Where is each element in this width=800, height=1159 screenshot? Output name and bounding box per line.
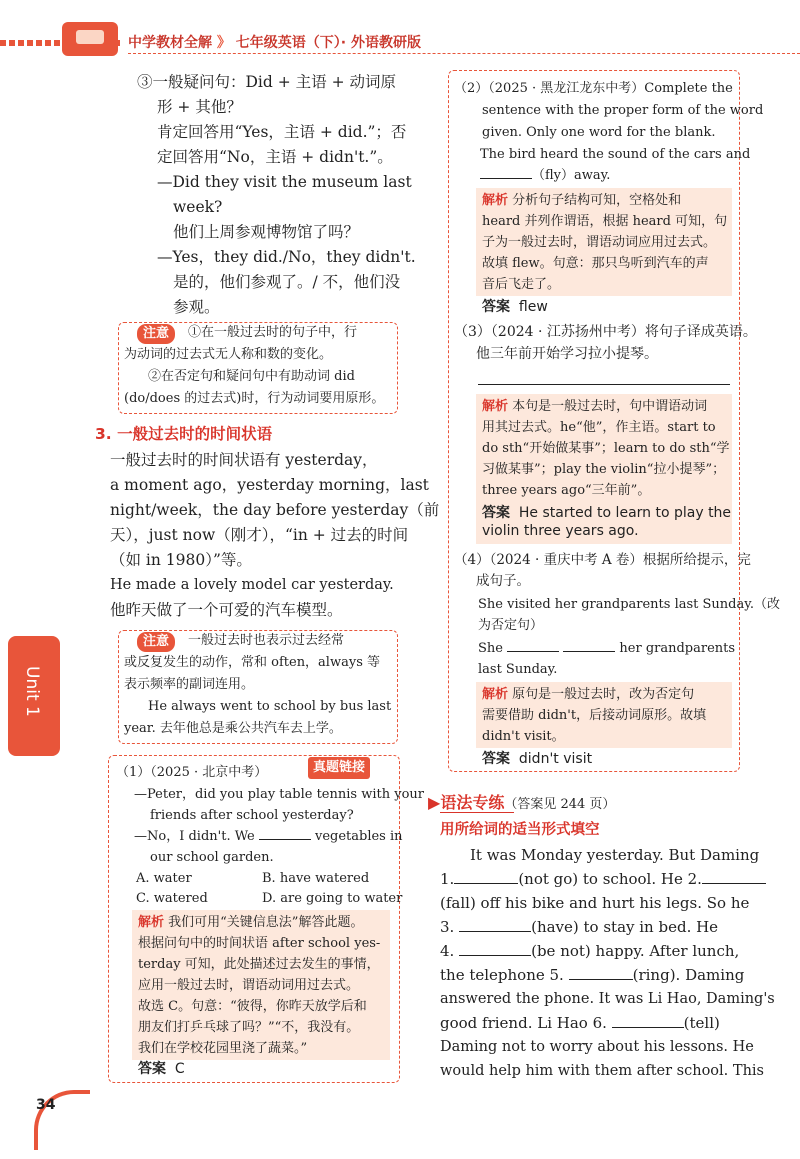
passage-line: 4. (be not) happy. After lunch, [440, 942, 740, 960]
analysis-line: 应用一般过去时，谓语动词用过去式。 [138, 978, 360, 993]
option-b: B. have watered [262, 871, 370, 886]
sec3-line: night/week，the day before yesterday（前 [110, 501, 440, 519]
note-line: 或反复发生的动作，常和 often，always 等 [124, 655, 380, 670]
item3-line: 是的，他们参观了。/ 不，他们没 [173, 273, 401, 291]
item3-line: 肯定回答用“Yes，主语 + did.”；否 [157, 123, 407, 141]
grammar-title: ▶语法专练（答案见 244 页） [428, 793, 616, 812]
passage-line: It was Monday yesterday. But Daming [470, 846, 760, 864]
passage-line: would help him with them after school. This [440, 1063, 764, 1079]
analysis-line: 故选 C。句意：“彼得，你昨天放学后和 [138, 999, 367, 1014]
option-c: C. watered [136, 891, 208, 906]
note-badge: 注意 [137, 322, 175, 344]
option-a: A. water [136, 871, 192, 886]
note-line: ②在否定句和疑问句中有助动词 did [148, 369, 355, 384]
note-line: 为动词的过去式无人称和数的变化。 [124, 347, 333, 362]
q2-line: （fly）away. [480, 165, 610, 186]
analysis-line: didn't visit。 [482, 729, 565, 744]
item3-line: —Did they visit the museum last [157, 173, 412, 191]
sec3-line: （如 in 1980）”等。 [110, 551, 252, 569]
q2-line: sentence with the proper form of the word [482, 103, 764, 118]
section-title: 3. 一般过去时的时间状语 [95, 425, 273, 443]
analysis-line: heard 并列作谓语，根据 heard 可知，句 [482, 214, 728, 229]
book-logo-icon [62, 22, 118, 56]
note-line: 一般过去时也表示过去经常 [188, 633, 345, 648]
answer: 答案 didn't visit [482, 751, 593, 767]
passage-line: 3. (have) to stay in bed. He [440, 918, 719, 936]
answer-line [478, 384, 730, 385]
q3-line: 他三年前开始学习拉小提琴。 [476, 346, 658, 362]
note-line: year. 去年他总是乘公共汽车去上学。 [124, 721, 342, 736]
analysis-line: terday 可知，此处描述过去发生的事情， [138, 957, 380, 972]
q2-line: given. Only one word for the blank. [482, 125, 716, 140]
q4-line: She visited her grandparents last Sunday.（改 [478, 597, 780, 612]
passage-line: (fall) off his bike and hurt his legs. So he [440, 894, 750, 912]
passage-line: the telephone 5. (ring). Daming [440, 966, 745, 984]
exam-tag: 真题链接 [308, 756, 370, 779]
q4-line: （4）（2024 · 重庆中考 A 卷）根据所给提示，完 [454, 552, 751, 568]
page-number: 34 [36, 1097, 56, 1113]
q3-line: （3）（2024 · 江苏扬州中考）将句子译成英语。 [454, 324, 757, 340]
item3-line: ③一般疑问句：Did + 主语 + 动词原 [137, 73, 396, 91]
q1-line: —Peter，did you play table tennis with your [134, 787, 424, 802]
note-line: He always went to school by bus last [148, 699, 392, 714]
sec3-line: 他昨天做了一个可爱的汽车模型。 [110, 601, 343, 619]
q1-line: （1）（2025 · 北京中考） [116, 765, 268, 780]
analysis-line: 解析 我们可用“关键信息法”解答此题。 [138, 915, 364, 930]
item3-line: 参观。 [173, 298, 220, 316]
analysis-line: 朋友们打乒乓球了吗？”“不，我没有。 [138, 1020, 360, 1035]
q4-line: 为否定句） [478, 618, 544, 633]
header-title: 中学教材全解 》 七年级英语（下）· 外语教研版 [128, 35, 421, 51]
grammar-underline [440, 812, 514, 813]
analysis-line: 故填 flew。句意：那只鸟听到汽车的声 [482, 256, 709, 271]
analysis-line: 根据问句中的时间状语 after school yes- [138, 936, 381, 951]
analysis-line: 音后飞走了。 [482, 277, 561, 292]
answer: 答案 flew [482, 299, 548, 315]
q4-line: She her grandparents [478, 641, 736, 656]
analysis-line: 习做某事”；play the violin“拉小提琴”； [482, 462, 726, 477]
note-line: (do/does 的过去式)时，行为动词要用原形。 [124, 391, 385, 406]
analysis-line: 解析 分析句子结构可知，空格处和 [482, 193, 682, 208]
sec3-line: 天），just now（刚才），“in + 过去的时间 [110, 526, 409, 544]
item3-line: 他们上周参观博物馆了吗？ [173, 223, 360, 241]
note-line: 表示频率的副词连用。 [124, 677, 255, 692]
q2-line: （2）（2025 · 黑龙江龙东中考）Complete the [454, 81, 733, 96]
item3-line: 定回答用“No，主语 + didn't.”。 [157, 148, 393, 166]
analysis-line: do sth“开始做某事”；learn to do sth“学 [482, 441, 730, 456]
item3-line: 形 + 其他？ [157, 98, 242, 116]
sec3-line: 一般过去时的时间状语有 yesterday， [110, 451, 378, 469]
analysis-line: 用其过去式。he“他”，作主语。start to [482, 420, 716, 435]
analysis-line: 解析 本句是一般过去时，句中谓语动词 [482, 399, 708, 414]
analysis-line: 需要借助 didn't，后接动词原形。故填 [482, 708, 707, 723]
header-divider [128, 53, 800, 54]
q1-line: friends after school yesterday? [150, 808, 354, 823]
item3-line: week? [173, 198, 223, 216]
answer: violin three years ago. [482, 523, 639, 539]
q4-line: last Sunday. [478, 662, 558, 677]
analysis-line: 我们在学校花园里浇了蔬菜。” [138, 1041, 308, 1056]
unit-label: Unit 1 [22, 666, 42, 717]
q2-line: The bird heard the sound of the cars and [480, 147, 751, 162]
answer: 答案 He started to learn to play the [482, 505, 732, 521]
analysis-line: 解析 原句是一般过去时，改为否定句 [482, 687, 695, 702]
option-d: D. are going to water [262, 891, 403, 906]
q1-line: —No，I didn't. We vegetables in [134, 829, 403, 844]
q4-line: 成句子。 [476, 573, 530, 589]
passage-line: good friend. Li Hao 6. (tell) [440, 1014, 720, 1032]
passage-line: 1. (not go) to school. He 2. [440, 867, 766, 891]
sec3-line: a moment ago，yesterday morning，last [110, 476, 429, 494]
analysis-line: three years ago“三年前”。 [482, 483, 651, 498]
analysis-line: 子为一般过去时，谓语动词应用过去式。 [482, 235, 717, 250]
note-badge: 注意 [137, 630, 175, 652]
sec3-line: He made a lovely model car yesterday. [110, 577, 394, 593]
grammar-subtitle: 用所给词的适当形式填空 [440, 822, 600, 838]
passage-line: answered the phone. It was Li Hao, Daming's [440, 991, 775, 1007]
passage-line: Daming not to worry about his lessons. He [440, 1039, 754, 1055]
answer: 答案 C [138, 1061, 185, 1077]
q1-line: our school garden. [150, 850, 274, 865]
note-line: ①在一般过去时的句子中，行 [188, 325, 358, 340]
item3-line: —Yes，they did./No，they didn't. [157, 248, 416, 266]
